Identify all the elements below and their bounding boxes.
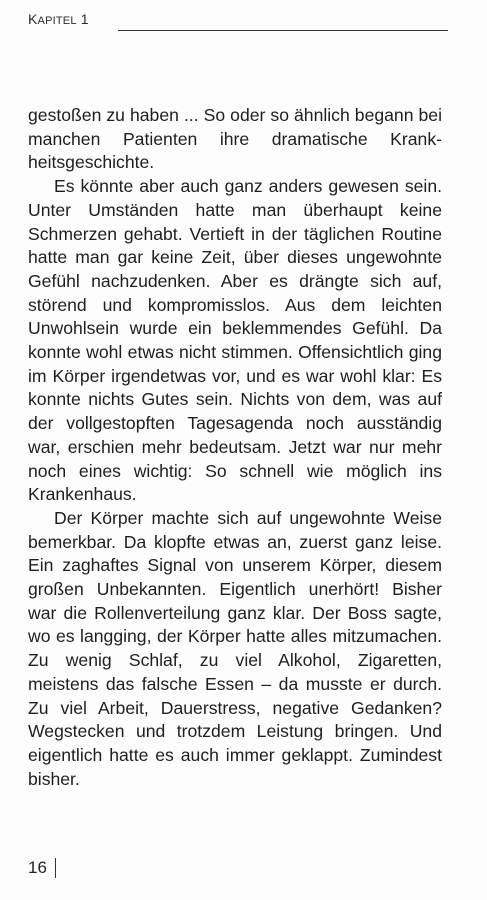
- paragraph: Der Körper machte sich auf ungewohnte Weise bemerkbar. Da klopfte etwas an, zuerst ganz leise. Ein zaghaftes Signal von unserem Körper, diesem großen Unbekannten. Eigentlich unerhört! Bisher war die Rollenverteilung ganz klar. Der Boss sagte, wo es langging, der Körper hatte alles mitzumachen. Zu wenig Schlaf, zu viel Alkohol, Zigaretten, meistens das falsche Essen – da musste er durch. Zu viel Arbeit, Dauerstress, negative Gedanken? Wegstecken und trotzdem Leistung bringen. Und eigentlich hatte es auch immer geklappt. Zumindest bisher.: [28, 507, 442, 789]
- chapter-label: KAPITEL 1: [28, 11, 89, 27]
- folio: [28, 856, 56, 880]
- page-number: 16: [28, 858, 47, 877]
- paragraph: gestoßen zu haben ... So oder so ähnlich begann bei manchen Patienten ihre dramatische Krankheitsgeschichte.: [28, 105, 442, 173]
- folio-divider: [55, 858, 56, 878]
- paragraph: Es könnte aber auch ganz anders gewesen sein. Unter Umständen hatte man überhaupt keine Schmerzen gehabt. Vertieft in der täglichen Routine hatte man gar keine Zeit, über dieses ungewohnte Gefühl nachzudenken. Aber es drängte sich auf, störend und kompromisslos. Aus dem leichten Unwohlsein wurde ein beklemmendes Gefühl. Da konnte wohl etwas nicht stimmen. Offensichtlich ging im Körper irgendetwas vor, und es war wohl klar: Es konnte nichts Gutes sein. Nichts von dem, was auf der vollgestopften Tagesagenda noch ausständig war, erschien mehr bedeutsam. Jetzt war nur mehr noch eines wichtig: So schnell wie möglich ins Krankenhaus.: [28, 176, 442, 505]
- running-head-rule: [118, 30, 448, 31]
- running-head: [28, 10, 448, 36]
- body-text: [28, 104, 442, 791]
